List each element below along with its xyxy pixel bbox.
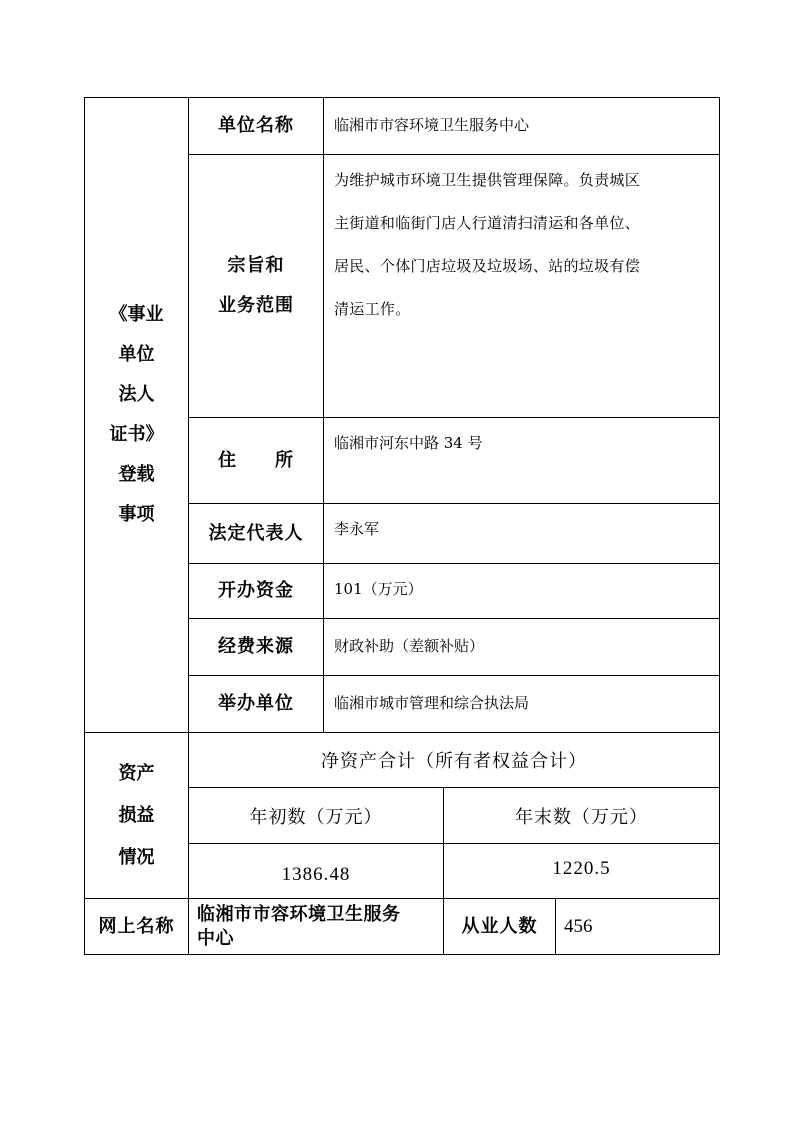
capital-value: 101（万元） [323,563,720,619]
legal-representative-label: 法定代表人 [188,503,324,564]
employees-value: 456 [555,898,720,955]
unit-name-label: 单位名称 [188,97,324,155]
sponsor-unit-label: 举办单位 [188,675,324,733]
address-label: 住 所 [188,417,324,504]
net-assets-header: 净资产合计（所有者权益合计） [188,732,720,788]
assets-label-line: 资产 [118,762,155,784]
purpose-value-line: 为维护城市环境卫生提供管理保障。负责城区 [334,171,641,189]
purpose-value-line: 主街道和临街门店人行道清扫清运和各单位、 [334,214,641,232]
purpose-label [188,154,324,418]
funding-source-value: 财政补助（差额补贴） [323,618,720,676]
assets-label-line: 损益 [118,804,155,826]
unit-name-value: 临湘市市容环境卫生服务中心 [323,97,720,155]
purpose-label-line: 宗旨和 [227,255,285,276]
assets-label-line: 情况 [118,846,155,868]
assets-section-label [84,732,189,899]
section-label-line: 法人 [118,384,155,405]
purpose-value-line: 清运工作。 [334,300,411,318]
section-label-line: 单位 [118,344,155,365]
begin-of-year-header: 年初数（万元） [188,787,444,844]
end-of-year-header: 年末数（万元） [443,787,720,844]
purpose-label-line: 业务范围 [218,295,294,316]
section-label-line: 事项 [118,504,155,525]
purpose-value [323,154,720,418]
online-name-label: 网上名称 [84,898,189,955]
begin-of-year-value: 1386.48 [188,843,444,899]
registration-section-label [84,97,189,733]
section-label-line: 证书》 [109,424,164,445]
online-name-value-line: 临湘市市容环境卫生服务 [197,903,401,925]
capital-label: 开办资金 [188,563,324,619]
end-of-year-value: 1220.5 [443,843,720,899]
legal-representative-value: 李永军 [323,503,720,564]
registration-form-table [84,97,720,955]
section-label-line: 《事业 [109,304,164,325]
funding-source-label: 经费来源 [188,618,324,676]
purpose-value-line: 居民、个体门店垃圾及垃圾场、站的垃圾有偿 [334,257,641,275]
employees-label: 从业人数 [443,898,556,955]
online-name-value-line: 中心 [197,927,234,949]
sponsor-unit-value: 临湘市城市管理和综合执法局 [323,675,720,733]
address-value: 临湘市河东中路 34 号 [323,417,720,504]
online-name-value [188,898,444,955]
section-label-line: 登载 [118,464,155,485]
